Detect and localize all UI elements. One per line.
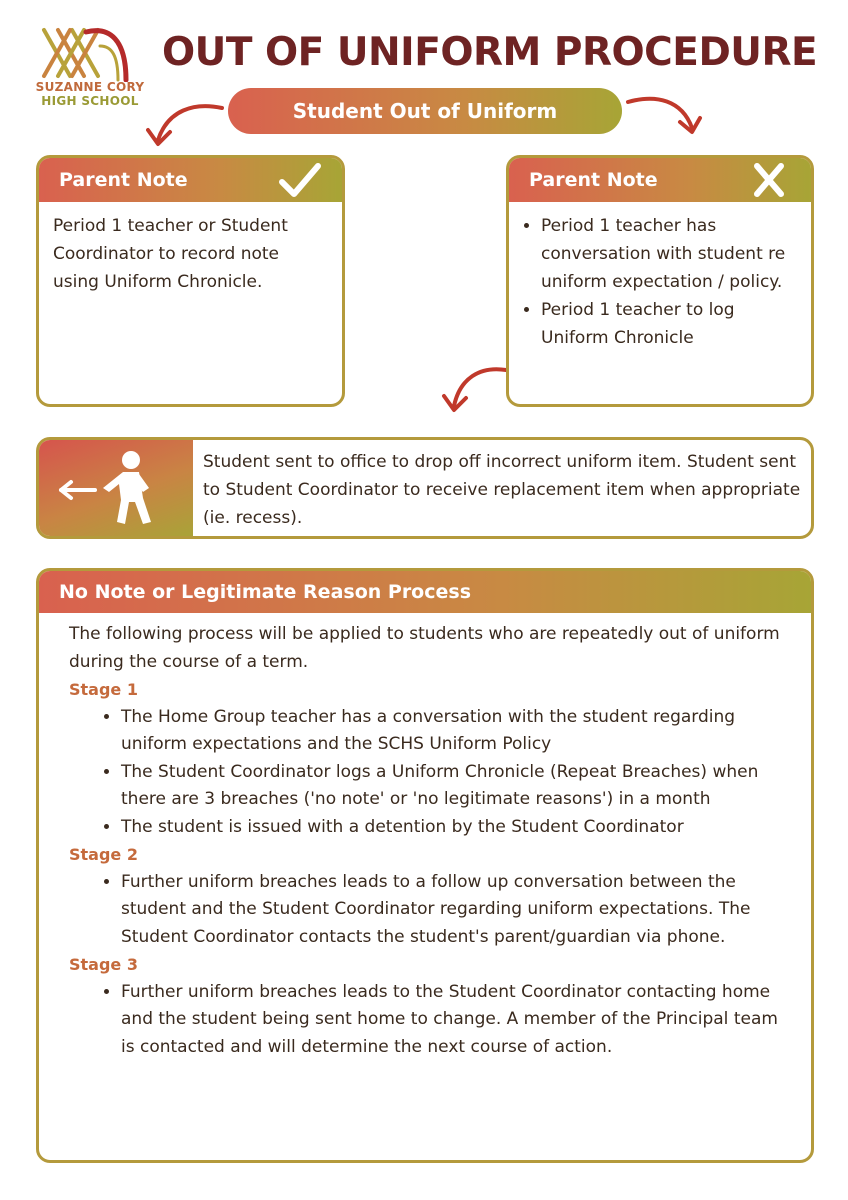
list-item: • The student is issued with a detention by the Student Coordinator bbox=[121, 814, 791, 842]
parent-note-no-card bbox=[506, 155, 814, 407]
school-name bbox=[24, 80, 156, 108]
parent-note-yes-header bbox=[39, 158, 342, 202]
parent-note-no-title: Parent Note bbox=[529, 169, 658, 191]
curved-arrow-left-icon bbox=[146, 100, 226, 152]
process-card bbox=[36, 568, 814, 1163]
parent-note-yes-body bbox=[39, 202, 342, 306]
walking-person-icon bbox=[39, 440, 193, 536]
parent-note-yes-card bbox=[36, 155, 345, 407]
stage-3-list bbox=[69, 979, 791, 1062]
stage-3-label: Stage 3 bbox=[69, 955, 138, 974]
start-pill bbox=[228, 88, 622, 134]
list-item: • The Student Coordinator logs a Uniform Chronicle (Repeat Breaches) when there are 3 breaches ('no note' or 'no legitimate reasons') in a month bbox=[121, 759, 791, 814]
curved-arrow-right-icon bbox=[624, 92, 704, 142]
list-item: • Further uniform breaches leads to the Student Coordinator contacting home and the student being sent home to change. A member of the Principal team is contacted and will determine the next course of action. bbox=[121, 979, 791, 1062]
curved-arrow-down-left-icon bbox=[440, 364, 510, 414]
cross-icon bbox=[747, 162, 791, 198]
list-item: • Period 1 teacher to log Uniform Chronicle bbox=[541, 296, 797, 352]
process-header bbox=[39, 571, 811, 613]
process-body bbox=[39, 613, 811, 1061]
start-pill-label: Student Out of Uniform bbox=[292, 99, 558, 123]
office-text: Student sent to office to drop off incorrect uniform item. Student sent to Student Coordinator to receive replacement item when appropriate (ie. recess). bbox=[203, 452, 801, 528]
stage-1-list bbox=[69, 704, 791, 842]
stage-1-label: Stage 1 bbox=[69, 680, 138, 699]
stage-2-label: Stage 2 bbox=[69, 845, 138, 864]
office-card bbox=[36, 437, 814, 539]
school-name-line1: SUZANNE CORY bbox=[35, 80, 145, 94]
parent-note-no-list bbox=[523, 212, 797, 352]
parent-note-yes-text: Period 1 teacher or Student Coordinator to record note using Uniform Chronicle. bbox=[53, 216, 288, 292]
parent-note-no-header bbox=[509, 158, 811, 202]
stage-2-list bbox=[69, 869, 791, 952]
list-item: • The Home Group teacher has a conversation with the student regarding uniform expectations and the SCHS Uniform Policy bbox=[121, 704, 791, 759]
parent-note-no-body bbox=[509, 202, 811, 362]
process-intro: The following process will be applied to students who are repeatedly out of uniform during the course of a term. bbox=[69, 624, 780, 672]
school-name-line2: HIGH SCHOOL bbox=[41, 94, 139, 108]
page-title: OUT OF UNIFORM PROCEDURE bbox=[162, 30, 818, 75]
parent-note-yes-title: Parent Note bbox=[59, 169, 188, 191]
process-title: No Note or Legitimate Reason Process bbox=[59, 581, 472, 603]
check-icon bbox=[278, 162, 322, 198]
office-icon-panel bbox=[39, 440, 193, 536]
list-item: • Further uniform breaches leads to a follow up conversation between the student and the Student Coordinator regarding uniform expectations. The Student Coordinator contacts the student's parent/guardian via phone. bbox=[121, 869, 791, 952]
school-logo bbox=[40, 26, 136, 82]
list-item: • Period 1 teacher has conversation with student re uniform expectation / policy. bbox=[541, 212, 797, 296]
